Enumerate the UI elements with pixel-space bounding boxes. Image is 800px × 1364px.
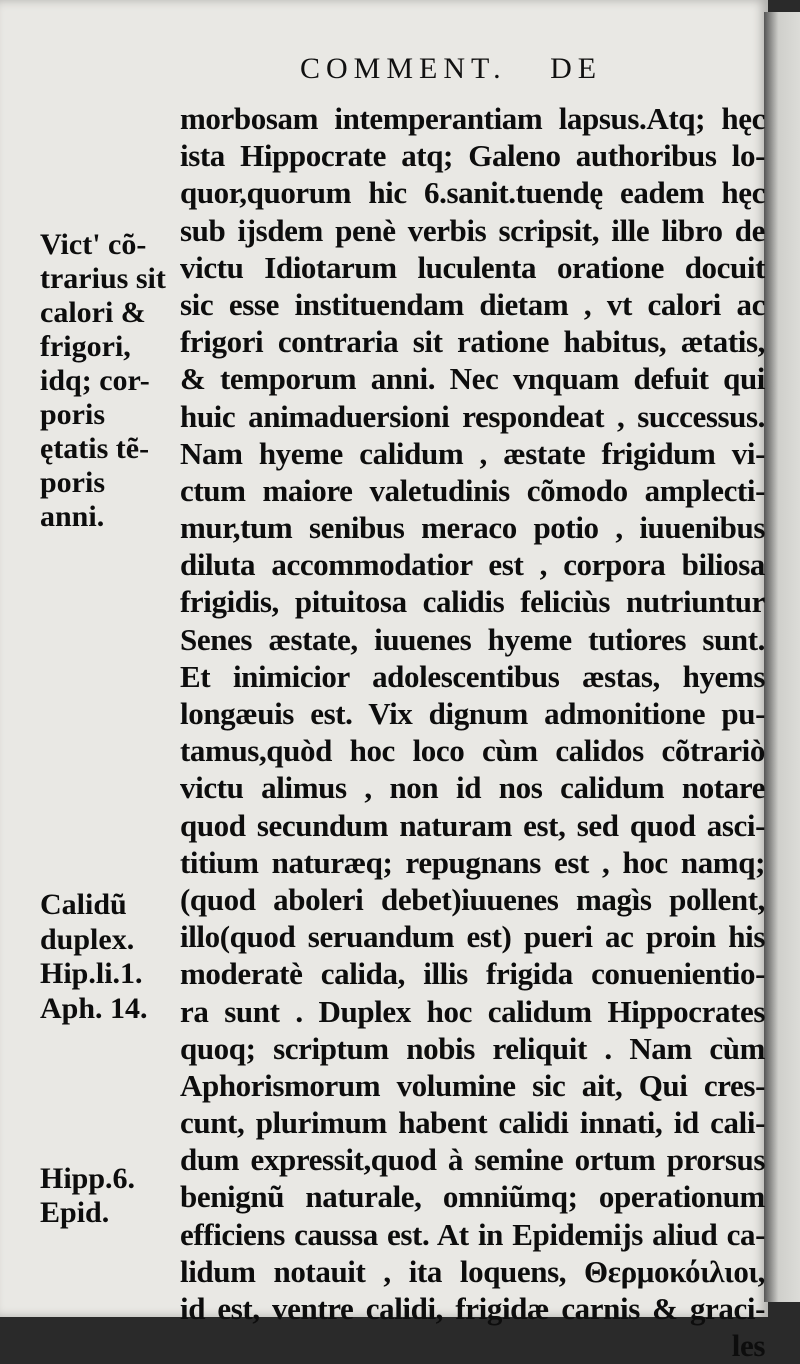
margin-note-line: idq; cor- xyxy=(40,364,150,397)
text-line: sic esse instituendam dietam , vt calori ac xyxy=(180,286,765,322)
margin-note-line: Epid. xyxy=(40,1196,110,1229)
margin-note-line: anni. xyxy=(40,500,105,533)
facing-page-edge xyxy=(764,12,800,1302)
margin-note-line: frigori, xyxy=(40,330,131,363)
text-line: mur,tum senibus meraco potio , iuuenibus xyxy=(180,510,765,546)
text-line: & temporum anni. Nec vnquam defuit qui xyxy=(180,361,765,397)
text-line: id est, ventre calidi, frigidæ carnis & graci- xyxy=(180,1291,765,1326)
text-line: sub ijsdem penè verbis scripsit, ille libro de xyxy=(180,212,765,248)
text-line: benignũ naturale, omniũmq; operationum xyxy=(180,1179,765,1215)
running-head-word-2: DE xyxy=(550,52,603,85)
text-line: Et inimicior adolescentibus æstas, hyems xyxy=(180,658,765,694)
margin-note-victus xyxy=(40,228,180,534)
text-line: dum expressit,quod à semine ortum prorsus xyxy=(180,1142,765,1178)
margin-note-calidum xyxy=(40,888,180,1026)
text-line: frigori contraria sit ratione habitus, ætatis, xyxy=(180,324,765,360)
text-line: victu alimus , non id nos calidum notare xyxy=(180,770,765,806)
text-line: longæuis est. Vix dignum admonitione pu- xyxy=(180,696,765,731)
text-line: huic animaduersioni respondeat , successus. xyxy=(180,398,765,434)
text-line: (quod aboleri debet)iuuenes magìs pollent, xyxy=(180,881,765,917)
running-head-word-1: COMMENT. xyxy=(300,52,507,85)
margin-note-line: Hip.li.1. xyxy=(40,957,143,990)
text-line: morbosam intemperantiam lapsus.Atq; hęc xyxy=(180,101,765,136)
margin-note-line: Calidũ xyxy=(40,888,127,921)
text-line: Aphorismorum volumine sic ait, Qui cres- xyxy=(180,1067,765,1103)
margin-note-line: duplex. xyxy=(40,922,135,956)
margin-note-line: Hipp.6. xyxy=(40,1162,136,1195)
text-line: quoq; scriptum nobis reliquit . Nam cùm xyxy=(180,1030,765,1066)
text-line: efficiens caussa est. At in Epidemijs aliud ca- xyxy=(180,1216,765,1252)
margin-note-line: calori & xyxy=(40,296,146,329)
margin-note-line: Vict' cõ- xyxy=(40,228,147,261)
text-line: illo(quod seruandum est) pueri ac proin his xyxy=(180,919,765,955)
text-line: Senes æstate, iuuenes hyeme tutiores sunt. xyxy=(180,621,765,657)
margin-note-line: trarius sit xyxy=(40,262,166,295)
text-line: victu Idiotarum luculenta oratione docuit xyxy=(180,249,765,285)
text-line: les xyxy=(731,1328,765,1364)
text-line: ra sunt . Duplex hoc calidum Hippocrates xyxy=(180,993,765,1029)
margin-note-line: ętatis tẽ- xyxy=(40,432,150,465)
text-line: frigidis, pituitosa calidis feliciùs nutriuntur xyxy=(180,584,765,620)
text-line: tamus,quòd hoc loco cùm calidos cõtrariò xyxy=(180,733,765,769)
text-line: titium naturæq; repugnans est , hoc namq; xyxy=(180,844,765,880)
main-text-block xyxy=(180,100,765,1364)
text-line: lidum notauit , ita loquens, Θερμοκόιλιοι, xyxy=(180,1253,765,1289)
text-line: diluta accommodatior est , corpora biliosa xyxy=(180,547,765,583)
margin-note-epidemics xyxy=(40,1162,180,1230)
margin-note-line: poris xyxy=(40,466,106,499)
text-line: quor,quorum hic 6.sanit.tuendę eadem hęc xyxy=(180,175,765,211)
margin-note-line: poris xyxy=(40,398,106,431)
text-line: ista Hippocrate atq; Galeno authoribus lo- xyxy=(180,138,765,174)
text-line: ctum maiore valetudinis cõmodo amplecti- xyxy=(180,472,765,508)
text-line: Nam hyeme calidum , æstate frigidum vi- xyxy=(180,435,765,471)
running-head xyxy=(300,52,640,86)
margin-note-line: Aph. 14. xyxy=(40,991,148,1025)
text-line: cunt, plurimum habent calidi innati, id cali- xyxy=(180,1105,765,1141)
text-line: moderatè calida, illis frigida conuenientio- xyxy=(180,956,765,992)
text-line: quod secundum naturam est, sed quod asci- xyxy=(180,807,765,843)
